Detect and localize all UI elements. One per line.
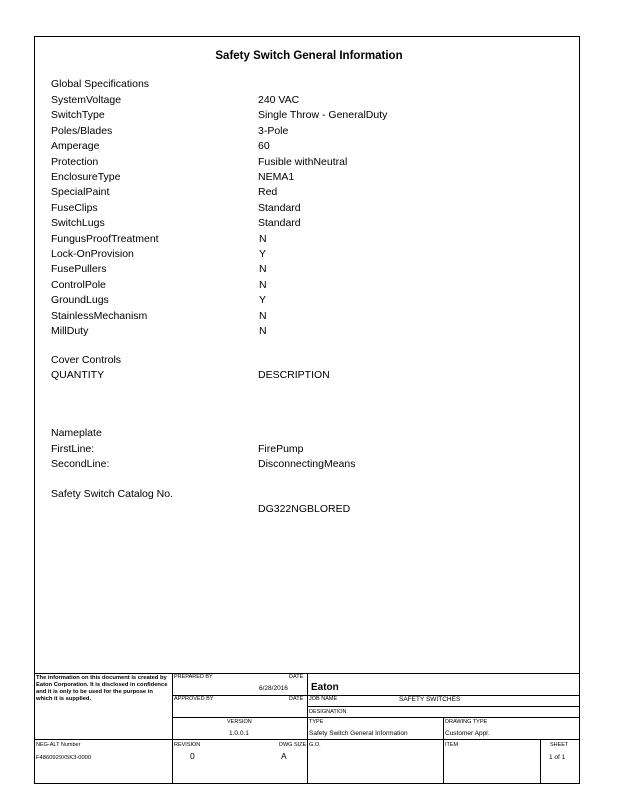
spec-label: GroundLugs	[51, 294, 109, 307]
global-specs-heading: Global Specifications	[51, 78, 150, 90]
nameplate-first-label: FirstLine:	[51, 443, 95, 455]
nameplate-second-value: DisconnectingMeans	[258, 458, 356, 470]
spec-label: FungusProofTreatment	[51, 232, 159, 245]
sheet-value: 1 of 1	[549, 754, 566, 761]
spec-value: Standard	[258, 201, 301, 214]
spec-value: N	[259, 263, 267, 276]
job-name-value: SAFETY SWITCHES	[399, 696, 461, 703]
dwg-size-value: A	[281, 751, 287, 761]
company-name: Eaton	[311, 682, 339, 693]
drawing-type-label: DRAWING TYPE	[445, 719, 488, 725]
drawing-type-value: Customer Appr.	[445, 730, 490, 737]
spec-label: FuseClips	[51, 201, 98, 214]
item-label: ITEM	[445, 742, 459, 748]
document-frame	[34, 36, 580, 784]
spec-label: Protection	[51, 155, 99, 168]
spec-label: Lock-OnProvision	[51, 248, 134, 260]
spec-label: FusePullers	[51, 263, 107, 276]
nameplate-second-label: SecondLine:	[51, 458, 110, 470]
spec-value: N	[259, 278, 267, 291]
description-column-header: DESCRIPTION	[258, 369, 330, 381]
quantity-column-header: QUANTITY	[51, 369, 105, 381]
spec-label: EnclosureType	[51, 171, 121, 183]
spec-label: SwitchLugs	[51, 217, 105, 230]
neg-alt-value: F4860929X5K3-0000	[36, 755, 92, 761]
date2-label: DATE	[289, 696, 304, 702]
spec-value: N	[259, 325, 267, 337]
spec-value: Red	[258, 186, 278, 199]
spec-value: Standard	[258, 217, 301, 230]
catalog-heading: Safety Switch Catalog No.	[51, 488, 173, 500]
spec-label: Amperage	[51, 140, 100, 153]
nameplate-heading: Nameplate	[51, 427, 102, 439]
spec-value: Y	[259, 248, 267, 260]
spec-label: SystemVoltage	[51, 94, 122, 106]
spec-label: MillDuty	[51, 325, 89, 337]
job-name-label: JOB NAME	[309, 696, 338, 702]
spec-label: ControlPole	[51, 278, 106, 291]
cover-controls-heading: Cover Controls	[51, 354, 122, 366]
go-label: G.O.	[309, 742, 321, 748]
neg-alt-label: NEG-ALT Number	[36, 742, 81, 748]
spec-value: NEMA1	[258, 171, 295, 183]
prepared-by-label: PREPARED BY	[174, 674, 213, 680]
version-label: VERSION	[227, 719, 252, 725]
version-value: 1.0.0.1	[229, 730, 249, 737]
spec-value: N	[259, 309, 267, 322]
document-title: Safety Switch General Information	[215, 50, 403, 62]
confidentiality-notice: The information on this document is created by Eaton Corporation. It is disclosed in confidence and it is only to be used for the purpose in which it is supplied.	[36, 675, 168, 702]
spec-label: SpecialPaint	[51, 186, 110, 199]
title-block	[34, 673, 580, 784]
spec-value: Y	[259, 294, 267, 307]
revision-label: REVISION	[174, 742, 201, 748]
spec-value: 3-Pole	[258, 124, 289, 137]
spec-value: 240 VAC	[258, 94, 300, 106]
spec-value: Single Throw - GeneralDuty	[258, 109, 388, 122]
designation-label: DESIGNATION	[309, 709, 347, 715]
spec-value: Fusible withNeutral	[258, 155, 348, 168]
date-value: 6/28/2016	[259, 685, 288, 692]
catalog-number: DG322NGBLORED	[258, 503, 351, 515]
revision-value: 0	[190, 751, 195, 761]
date-label: DATE	[289, 674, 304, 680]
dwg-size-label: DWG SIZE	[279, 742, 307, 748]
approved-by-label: APPROVED BY	[174, 696, 214, 702]
type-label: TYPE	[309, 719, 324, 725]
spec-label: StainlessMechanism	[51, 309, 148, 322]
sheet-label: SHEET	[550, 742, 569, 748]
nameplate-first-value: FirePump	[258, 443, 304, 455]
spec-label: Poles/Blades	[51, 124, 113, 137]
spec-value: N	[259, 232, 267, 245]
spec-value: 60	[258, 140, 270, 153]
type-value: Safety Switch General Information	[309, 730, 408, 737]
spec-label: SwitchType	[51, 109, 105, 122]
